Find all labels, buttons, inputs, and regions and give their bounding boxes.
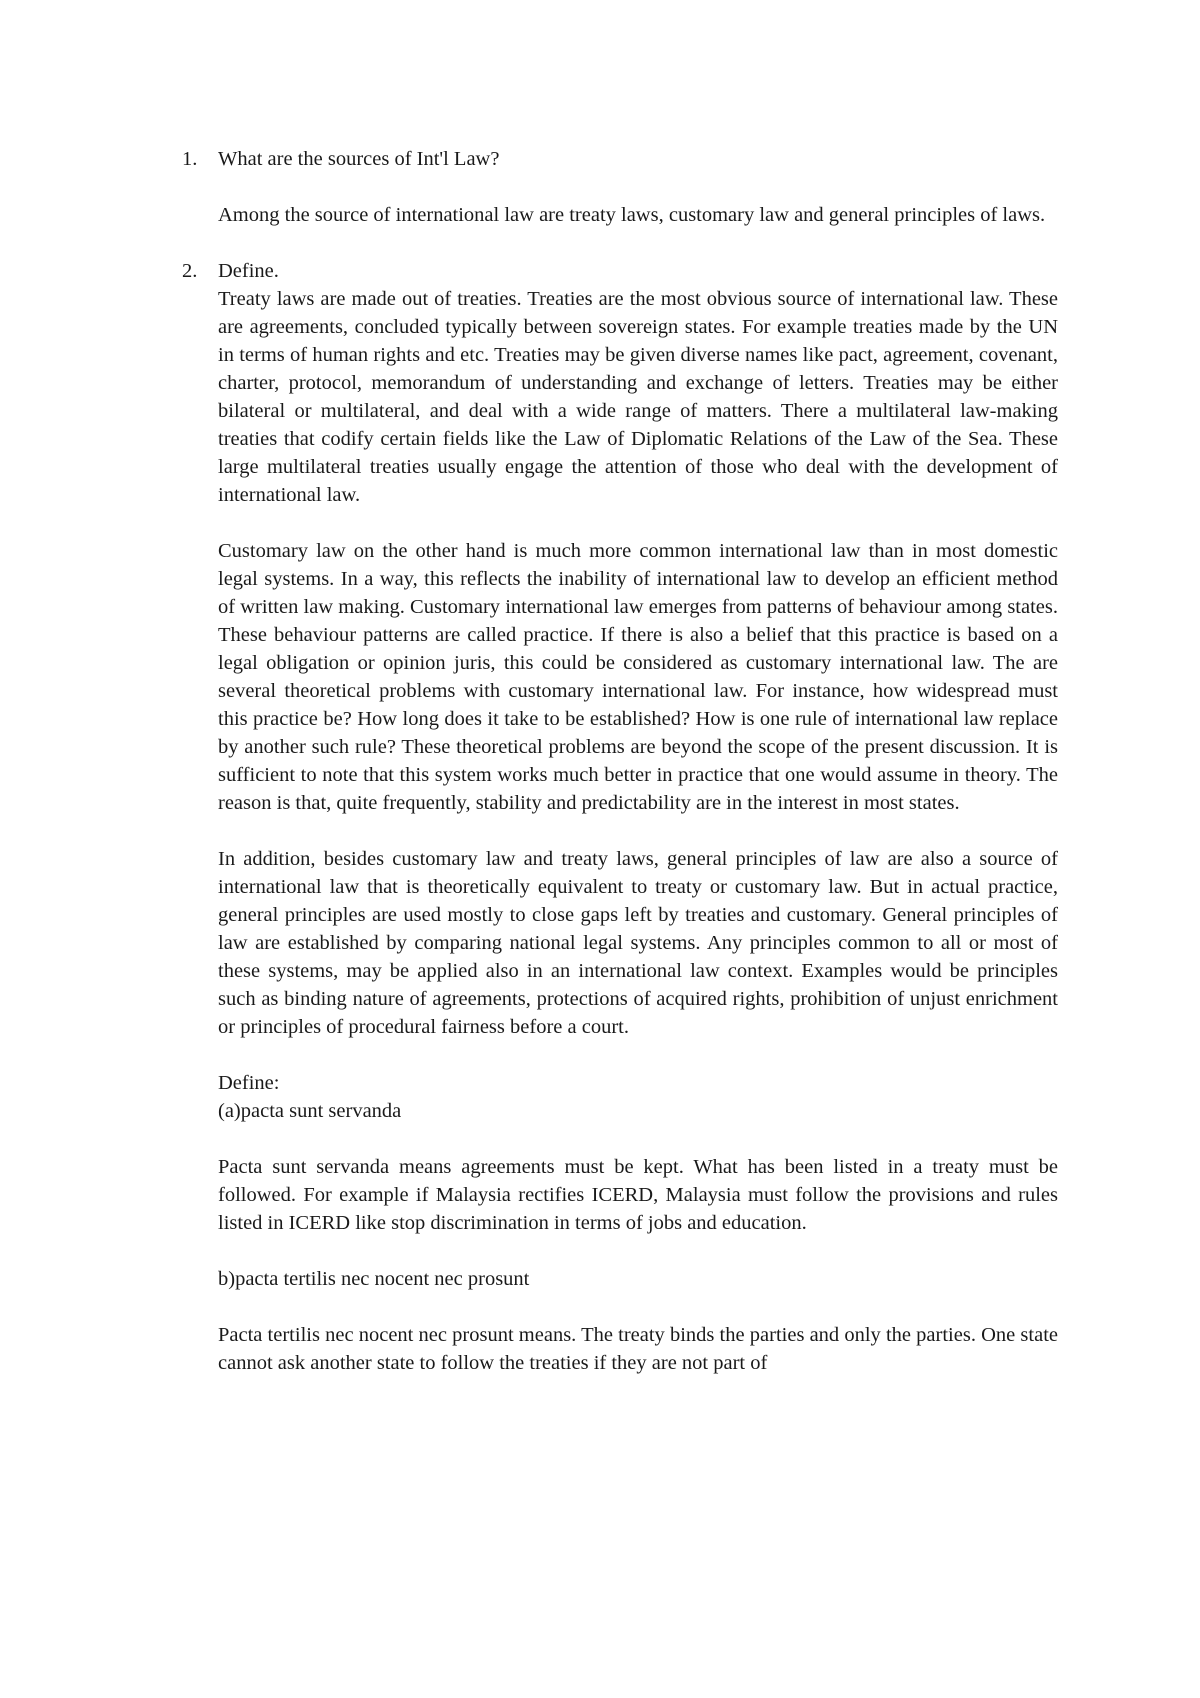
general-principles-paragraph: In addition, besides customary law and treaty laws, general principles of law are also a source of international law that is theoretically equivalent to treaty or customary law. But in actual practice, general principles are used mostly to close gaps left by treaties and customary. General principles of law are established by comparing national legal systems. Any principles common to all or most of these systems, may be applied also in an international law context. Examples would be principles such as binding nature of agreements, protections of acquired rights, prohibition of unjust enrichment or principles of procedural fairness before a court. [218,848,1058,1038]
question-2-number: 2. [182,260,198,282]
question-1 [182,145,1058,173]
document-body [182,145,1058,1377]
term-a-heading: (a)pacta sunt servanda [218,1100,402,1122]
question-1-answer: Among the source of international law are treaty laws, customary law and general principles of laws. [218,204,1046,226]
define-heading: Define: [218,1072,280,1094]
question-1-number: 1. [182,148,198,170]
question-1-text: What are the sources of Int'l Law? [218,148,500,170]
term-b-heading: b)pacta tertilis nec nocent nec prosunt [218,1268,530,1290]
term-b-answer: Pacta tertilis nec nocent nec prosunt means. The treaty binds the parties and only the parties. One state cannot ask another state to follow the treaties if they are not part of [218,1324,1058,1374]
question-2-heading: Define. [218,260,279,282]
treaty-law-paragraph: Treaty laws are made out of treaties. Treaties are the most obvious source of international law. These are agreements, concluded typically between sovereign states. For example treaties made by the UN in terms of human rights and etc. Treaties may be given diverse names like pact, agreement, covenant, charter, protocol, memorandum of understanding and exchange of letters. Treaties may be either bilateral or multilateral, and deal with a wide range of matters. There a multilateral law-making treaties that codify certain fields like the Law of Diplomatic Relations of the Law of the Sea. These large multilateral treaties usually engage the attention of those who deal with the development of international law. [218,288,1058,506]
question-2 [182,257,1058,285]
term-a-answer: Pacta sunt servanda means agreements must be kept. What has been listed in a treaty must be followed. For example if Malaysia rectifies ICERD, Malaysia must follow the provisions and rules listed in ICERD like stop discrimination in terms of jobs and education. [218,1156,1058,1234]
customary-law-paragraph: Customary law on the other hand is much more common international law than in most domestic legal systems. In a way, this reflects the inability of international law to develop an efficient method of written law making. Customary international law emerges from patterns of behaviour among states. These behaviour patterns are called practice. If there is also a belief that this practice is based on a legal obligation or opinion juris, this could be considered as customary international law. The are several theoretical problems with customary international law. For instance, how widespread must this practice be? How long does it take to be established? How is one rule of international law replace by another such rule? These theoretical problems are beyond the scope of the present discussion. It is sufficient to note that this system works much better in practice that one would assume in theory. The reason is that, quite frequently, stability and predictability are in the interest in most states. [218,540,1058,814]
